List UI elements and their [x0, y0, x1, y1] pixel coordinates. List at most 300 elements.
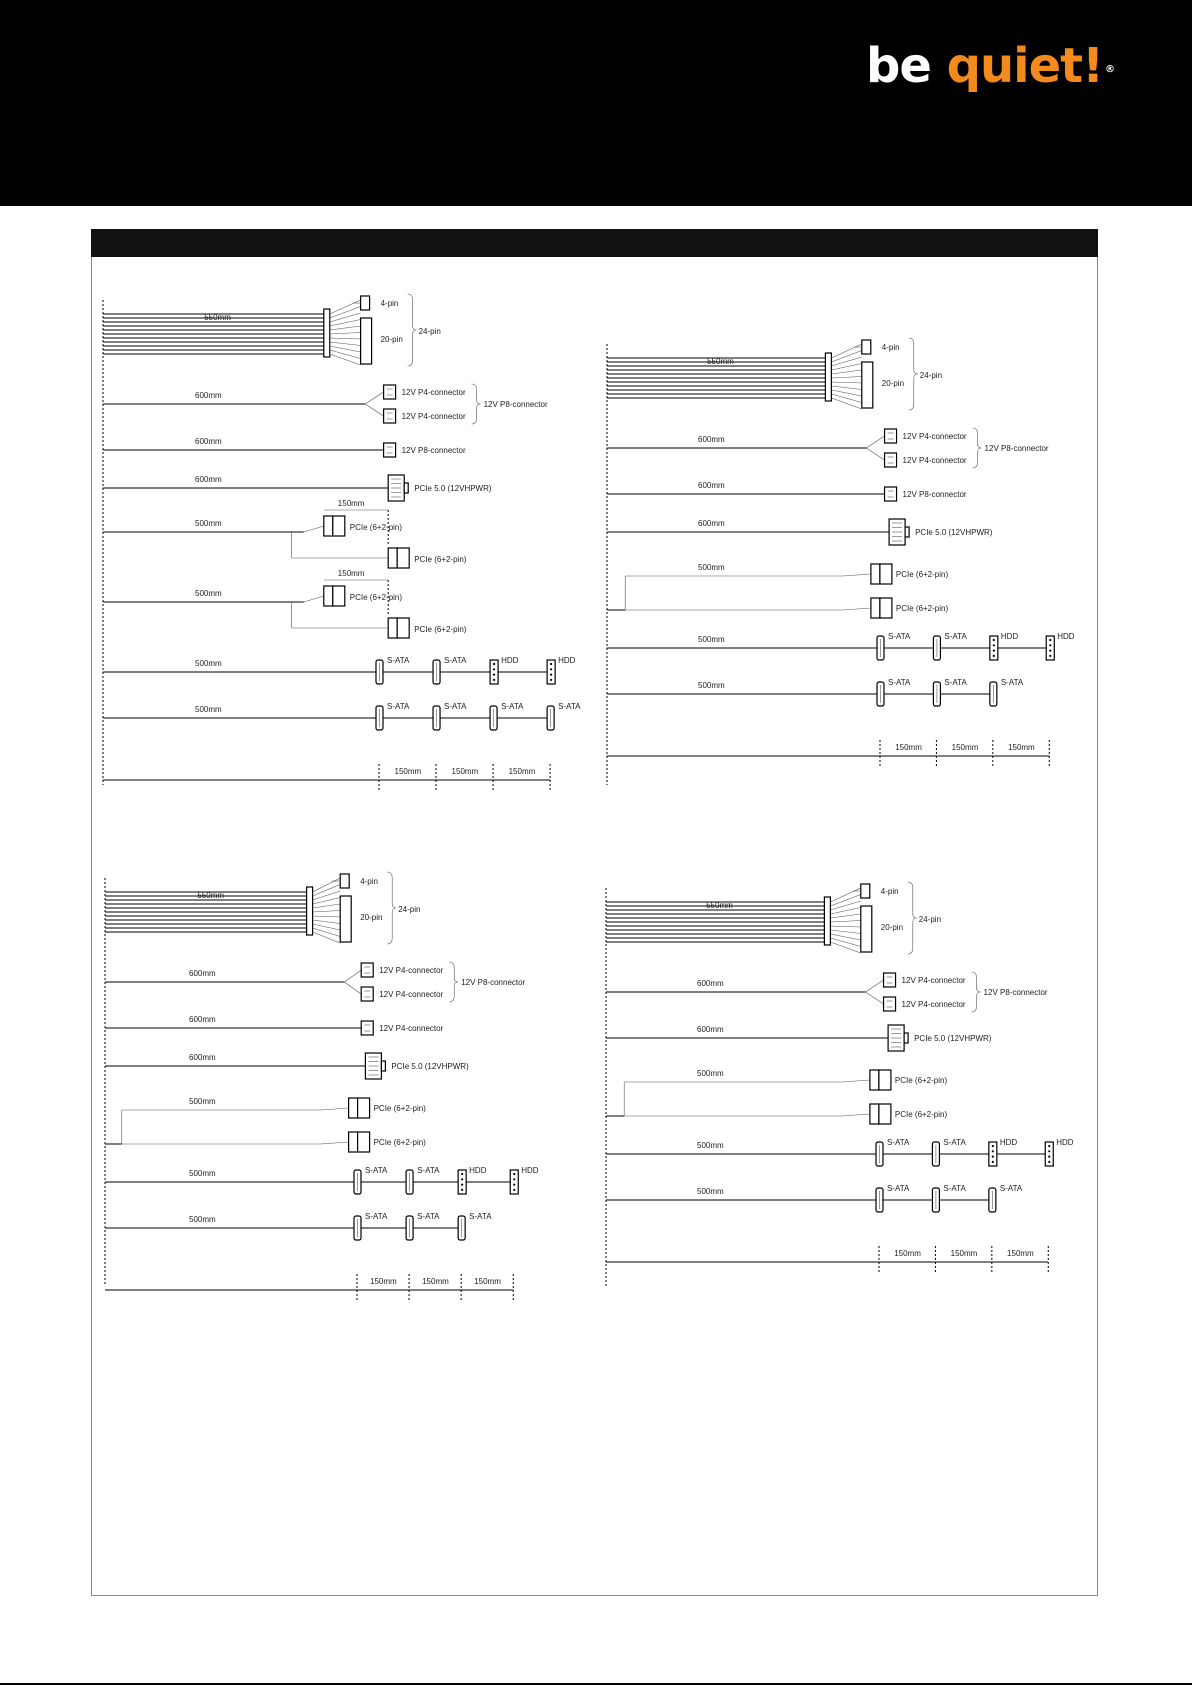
sata-label: S-ATA — [999, 1184, 1023, 1193]
p4-plug-a-body — [384, 385, 396, 399]
length-scale — [606, 1246, 1048, 1274]
hpwr-label: PCIe 5.0 (12VHPWR) — [414, 484, 492, 493]
atx-fan-wire — [330, 342, 361, 346]
pcie-plug-a-body2 — [333, 586, 345, 606]
cable-eps-split — [607, 428, 1049, 468]
cable-length-label: 600mm — [189, 1053, 216, 1062]
pcie-label-a: PCIe (6+2-pin) — [894, 1076, 948, 1085]
cable-wire — [321, 1108, 349, 1110]
hdd-plug-pin — [993, 650, 995, 652]
hdd-plug — [989, 1142, 997, 1166]
atx-4pin-plug — [862, 340, 871, 354]
hdd-plug-pin — [513, 1189, 515, 1191]
gap-label: 150mm — [337, 569, 365, 578]
sata-label: S-ATA — [943, 1138, 966, 1147]
hdd-label: HDD — [1057, 632, 1075, 641]
cable-pcie5 — [606, 1025, 992, 1051]
hpwr-plug-latch — [381, 1061, 385, 1071]
sata-plug — [490, 706, 497, 730]
p4-plug-b-body — [884, 997, 896, 1011]
atx-fan-wire — [330, 326, 361, 330]
atx-length-label: 550mm — [204, 313, 231, 322]
atx-fan-wire — [831, 377, 861, 379]
p8-label: 12V P8-connector — [401, 446, 466, 455]
cable-eps-split — [103, 384, 548, 424]
atx-fan-wire — [830, 930, 860, 934]
pcie-plug-b — [388, 618, 409, 638]
atx-4pin-label: 4-pin — [360, 877, 378, 886]
scale-label: 150mm — [451, 767, 479, 776]
cable-eps — [607, 481, 967, 501]
sata-label: S-ATA — [444, 702, 467, 711]
hdd-label: HDD — [558, 656, 576, 665]
cable-length-label: 500mm — [189, 1215, 216, 1224]
cable-length-label: 500mm — [189, 1097, 216, 1106]
hdd-plug-pin — [1048, 1145, 1050, 1147]
cable-length-label: 500mm — [698, 681, 725, 690]
cable-length-label: 500mm — [698, 563, 725, 572]
p4-plug-b — [384, 409, 396, 423]
p4-plug-b-body — [384, 409, 396, 423]
sata-plug — [876, 1188, 883, 1212]
cable-wire — [843, 574, 871, 576]
pcie-plug-b-body — [871, 598, 880, 618]
p4-plug-a — [884, 973, 896, 987]
sata-label: S-ATA — [943, 1184, 966, 1193]
pcie-plug-b — [870, 1104, 891, 1124]
atx-20pin-label: 20-pin — [380, 335, 403, 344]
cable-pcie5 — [105, 1053, 469, 1079]
hdd-plug-pin — [993, 655, 995, 657]
hdd-plug-pin — [493, 668, 495, 670]
atx-fan-wire — [330, 307, 361, 319]
cable-wire — [842, 1080, 870, 1082]
hdd-label: HDD — [469, 1166, 487, 1175]
panel-top-left — [103, 294, 581, 792]
sata-plug — [933, 636, 940, 660]
cable-peripheral — [607, 678, 1024, 706]
scale-label: 150mm — [474, 1277, 501, 1286]
pcie-plug-b-body — [870, 1104, 879, 1124]
hdd-plug-pin — [550, 668, 552, 670]
hdd-plug-pin — [992, 1145, 994, 1147]
p8-group-label: 12V P8-connector — [983, 988, 1048, 997]
cable-wire — [304, 526, 324, 532]
hdd-plug — [990, 636, 998, 660]
p8-plug — [384, 443, 396, 457]
atx-fan-wire — [330, 338, 361, 339]
sata-plug — [877, 682, 884, 706]
cable-pcie5 — [607, 519, 993, 545]
sata-plug — [989, 1188, 996, 1212]
hdd-plug — [1045, 1142, 1053, 1166]
atx-fan-wire — [830, 921, 860, 923]
hdd-plug-pin — [1049, 655, 1051, 657]
hdd-plug-pin — [493, 674, 495, 676]
cable-peripheral — [105, 1166, 539, 1194]
hpwr-plug — [365, 1053, 385, 1079]
sata-label: S-ATA — [365, 1166, 388, 1175]
sata-label: S-ATA — [444, 656, 467, 665]
pcie-plug-a — [324, 516, 345, 536]
pcie-plug-a-body — [324, 516, 333, 536]
pcie-plug-a-body2 — [358, 1098, 370, 1118]
atx-4pin-plug — [361, 296, 370, 310]
sata-plug — [406, 1170, 413, 1194]
atx-length-label: 550mm — [707, 357, 734, 366]
atx-4pin-label: 4-pin — [881, 343, 900, 352]
panel-top-right — [607, 338, 1075, 785]
atx-20pin-label: 20-pin — [880, 923, 904, 932]
sata-label: S-ATA — [387, 702, 410, 711]
sata-label: S-ATA — [417, 1166, 440, 1175]
cable-split — [866, 436, 884, 448]
atx-sleeve — [825, 353, 831, 401]
atx-fan-wire — [313, 920, 341, 924]
pcie-plug-b-body — [349, 1132, 358, 1152]
cable-length-label: 500mm — [195, 589, 222, 598]
cable-length-label: 600mm — [698, 519, 725, 528]
atx-brace — [908, 882, 917, 954]
hpwr-plug-latch — [904, 1033, 908, 1043]
sata-label: S-ATA — [887, 1138, 910, 1147]
length-scale — [607, 740, 1049, 768]
cable-pcie-pair — [606, 1069, 947, 1124]
atx-fan-wire — [330, 300, 361, 314]
hdd-plug — [490, 660, 498, 684]
cable-length-label: 600mm — [697, 1025, 724, 1034]
pcie-label-a: PCIe (6+2-pin) — [349, 593, 403, 602]
hdd-plug-pin — [992, 1161, 994, 1163]
atx-brace — [387, 872, 396, 944]
atx-brace — [909, 338, 918, 410]
atx-brace — [408, 294, 417, 366]
sata-plug — [406, 1216, 413, 1240]
atx-24pin-label: 24-pin — [398, 905, 421, 914]
atx-4pin-plug — [861, 884, 870, 898]
gap-label: 150mm — [337, 499, 365, 508]
hdd-plug-pin — [550, 663, 552, 665]
p8-brace — [972, 972, 981, 1012]
p8-plug — [361, 1021, 373, 1035]
p8-brace — [973, 428, 982, 468]
atx-4pin-label: 4-pin — [880, 887, 899, 896]
hdd-plug-pin — [550, 679, 552, 681]
p8-plug-body — [384, 443, 396, 457]
atx-sleeve — [324, 309, 330, 357]
hdd-plug-pin — [1049, 639, 1051, 641]
cable-peripheral — [103, 702, 581, 730]
scale-label: 150mm — [1008, 743, 1035, 752]
atx-20pin-plug — [361, 318, 372, 364]
p4-label-a: 12V P4-connector — [379, 966, 444, 975]
cable-split — [865, 992, 883, 1004]
scale-label: 150mm — [422, 1277, 449, 1286]
cable-length-label: 600mm — [698, 481, 725, 490]
sata-label: S-ATA — [387, 656, 410, 665]
atx-fan-wire — [830, 895, 860, 907]
p4-label-b: 12V P4-connector — [379, 990, 444, 999]
scale-label: 150mm — [950, 1249, 978, 1258]
atx-20pin-label: 20-pin — [360, 913, 383, 922]
hdd-label: HDD — [501, 656, 519, 665]
hdd-plug-pin — [993, 644, 995, 646]
p4-label-b: 12V P4-connector — [902, 456, 967, 465]
pcie-plug-a — [870, 1070, 891, 1090]
pcie-plug-b-body2 — [880, 598, 892, 618]
p4-plug-a-body — [884, 973, 896, 987]
atx-fan-wire — [831, 344, 861, 358]
cable-peripheral — [103, 656, 576, 684]
sata-plug — [433, 706, 440, 730]
atx-length-label: 550mm — [197, 891, 225, 900]
atx-20pin-label: 20-pin — [881, 379, 905, 388]
hpwr-label: PCIe 5.0 (12VHPWR) — [915, 528, 993, 537]
scale-label: 150mm — [370, 1277, 397, 1286]
atx-fan-wire — [831, 351, 861, 363]
hpwr-label: PCIe 5.0 (12VHPWR) — [914, 1034, 992, 1043]
hdd-plug-pin — [513, 1184, 515, 1186]
hdd-plug — [547, 660, 555, 684]
cable-pcie-pair — [105, 1097, 426, 1152]
cable-split — [865, 980, 883, 992]
atx-24pin-label: 24-pin — [919, 371, 943, 380]
pcie-plug-a-body — [349, 1098, 358, 1118]
hdd-plug-pin — [493, 679, 495, 681]
cable-length-label: 500mm — [195, 705, 222, 714]
p4-plug-a — [384, 385, 396, 399]
cable-pcie-daisy — [103, 569, 467, 638]
sata-plug — [354, 1170, 361, 1194]
p4-plug-b — [885, 453, 897, 467]
cable-eps — [103, 437, 466, 457]
length-scale — [105, 1274, 513, 1302]
pcie-plug-b-body — [388, 618, 397, 638]
pcie-plug-b-body2 — [879, 1104, 891, 1124]
cable-split — [344, 970, 361, 982]
sata-label: S-ATA — [888, 632, 911, 641]
hdd-plug-pin — [1048, 1156, 1050, 1158]
panel-bottom-right — [606, 882, 1074, 1286]
atx-fan-wire — [313, 932, 341, 943]
hdd-plug — [510, 1170, 518, 1194]
atx-fan-wire — [313, 885, 341, 897]
hpwr-plug — [388, 475, 408, 501]
pcie-label-b: PCIe (6+2-pin) — [373, 1138, 426, 1147]
cable-length-label: 500mm — [195, 659, 222, 668]
cable-eps-split — [105, 962, 526, 1002]
p4-plug-b — [361, 987, 373, 1001]
p4-plug-b — [884, 997, 896, 1011]
pcie-plug-a-body2 — [880, 564, 892, 584]
p8-brace — [472, 384, 481, 424]
sata-label: S-ATA — [887, 1184, 910, 1193]
pcie-plug-a — [324, 586, 345, 606]
atx-20pin-plug — [340, 896, 351, 942]
scale-label: 150mm — [1007, 1249, 1034, 1258]
p8-plug-body — [361, 1021, 373, 1035]
sata-label: S-ATA — [469, 1212, 492, 1221]
cable-pcie-daisy — [103, 499, 467, 568]
cable-split — [365, 392, 383, 404]
pcie-plug-b-body2 — [397, 618, 409, 638]
hdd-label: HDD — [521, 1166, 539, 1175]
cable-length-label: 600mm — [195, 437, 222, 446]
atx-24pin-label: 24-pin — [918, 915, 942, 924]
cable-length-label: 500mm — [195, 519, 222, 528]
cable-peripheral — [606, 1138, 1074, 1166]
pcie-plug-a-body — [871, 564, 880, 584]
cable-length-label: 500mm — [697, 1069, 724, 1078]
sata-label: S-ATA — [888, 678, 911, 687]
cable-wire — [843, 608, 871, 610]
hdd-plug-pin — [461, 1184, 463, 1186]
sata-plug — [433, 660, 440, 684]
pcie-label-b: PCIe (6+2-pin) — [895, 604, 949, 613]
atx-20pin-plug — [861, 906, 872, 952]
hdd-plug-pin — [1049, 644, 1051, 646]
sata-plug — [354, 1216, 361, 1240]
p4-plug-a — [885, 429, 897, 443]
hdd-plug-pin — [992, 1156, 994, 1158]
hdd-plug — [1046, 636, 1054, 660]
logo-be: be — [865, 38, 931, 94]
cable-length-label: 600mm — [195, 475, 222, 484]
p8-group-label: 12V P8-connector — [483, 400, 548, 409]
hdd-label: HDD — [999, 1138, 1018, 1147]
pcie-plug-b-body — [388, 548, 397, 568]
pcie-plug-b-body2 — [358, 1132, 370, 1152]
atx-fan-wire — [831, 382, 861, 383]
hdd-plug-pin — [1048, 1161, 1050, 1163]
p4-label-a: 12V P4-connector — [901, 976, 966, 985]
p4-plug-a-body — [361, 963, 373, 977]
hdd-plug-pin — [461, 1178, 463, 1180]
scale-label: 150mm — [508, 767, 536, 776]
atx-sleeve — [307, 887, 313, 935]
pcie-plug-a — [349, 1098, 370, 1118]
cable-wire — [842, 1114, 870, 1116]
scale-label: 150mm — [394, 767, 422, 776]
hdd-plug-pin — [493, 663, 495, 665]
hpwr-plug-latch — [905, 527, 909, 537]
hdd-plug-pin — [993, 639, 995, 641]
hdd-label: HDD — [1056, 1138, 1074, 1147]
pcie-plug-b-body2 — [397, 548, 409, 568]
atx-fan-wire — [330, 354, 361, 365]
cable-peripheral — [606, 1184, 1023, 1212]
cable-length-label: 500mm — [189, 1169, 216, 1178]
p4-plug-b-body — [885, 453, 897, 467]
p8-brace — [449, 962, 458, 1002]
sata-plug — [376, 660, 383, 684]
scale-label: 150mm — [951, 743, 979, 752]
atx-fan-wire — [831, 370, 861, 374]
sata-plug — [877, 636, 884, 660]
cable-wire — [321, 1142, 349, 1144]
p4-plug-a — [361, 963, 373, 977]
registered-mark: ® — [1105, 64, 1114, 75]
atx-fan-wire — [831, 398, 861, 409]
cable-length-label: 600mm — [189, 1015, 216, 1024]
pcie-plug-b — [349, 1132, 370, 1152]
atx-fan-wire — [831, 386, 861, 390]
sata-label: S-ATA — [558, 702, 581, 711]
p8-label: 12V P4-connector — [379, 1024, 444, 1033]
cable-pcie5 — [103, 475, 492, 501]
pcie-plug-a-body2 — [879, 1070, 891, 1090]
p8-plug — [885, 487, 897, 501]
hpwr-plug — [888, 1025, 908, 1051]
hdd-plug-pin — [461, 1173, 463, 1175]
atx-fan-wire — [830, 926, 860, 927]
hdd-plug-pin — [513, 1178, 515, 1180]
cable-pcie-pair — [607, 563, 948, 618]
hdd-plug-pin — [513, 1173, 515, 1175]
p4-label-b: 12V P4-connector — [401, 412, 466, 421]
cable-length-label: 600mm — [698, 435, 725, 444]
p4-label-a: 12V P4-connector — [902, 432, 967, 441]
atx-fan-wire — [313, 911, 341, 913]
sata-plug — [458, 1216, 465, 1240]
cable-split — [365, 404, 383, 416]
pcie-label-a: PCIe (6+2-pin) — [373, 1104, 426, 1113]
sata-plug — [876, 1142, 883, 1166]
hdd-plug-pin — [1049, 650, 1051, 652]
sata-label: S-ATA — [944, 678, 967, 687]
length-scale — [103, 764, 550, 792]
hpwr-plug — [889, 519, 909, 545]
pcie-label-b: PCIe (6+2-pin) — [894, 1110, 948, 1119]
pcie-label-b: PCIe (6+2-pin) — [414, 625, 467, 634]
cable-eps-split — [606, 972, 1048, 1012]
logo-quiet: quiet! — [946, 38, 1103, 94]
cable-length-label: 600mm — [697, 979, 724, 988]
hpwr-label: PCIe 5.0 (12VHPWR) — [391, 1062, 469, 1071]
pcie-label-a: PCIe (6+2-pin) — [349, 523, 403, 532]
atx-4pin-plug — [340, 874, 349, 888]
p8-group-label: 12V P8-connector — [461, 978, 526, 987]
hdd-plug-pin — [461, 1189, 463, 1191]
sata-label: S-ATA — [501, 702, 524, 711]
atx-fan-wire — [313, 904, 341, 908]
cable-split — [866, 448, 884, 460]
scale-label: 150mm — [895, 743, 922, 752]
atx-20pin-plug — [862, 362, 873, 408]
sata-label: S-ATA — [1000, 678, 1024, 687]
sata-label: S-ATA — [365, 1212, 388, 1221]
atx-fan-wire — [830, 942, 860, 953]
atx-fan-wire — [330, 333, 361, 335]
sata-plug — [376, 706, 383, 730]
hdd-plug-pin — [550, 674, 552, 676]
hdd-plug-pin — [992, 1150, 994, 1152]
atx-fan-wire — [313, 916, 341, 917]
hpwr-plug-latch — [404, 483, 408, 493]
atx-length-label: 550mm — [706, 901, 733, 910]
p4-plug-b-body — [361, 987, 373, 1001]
sata-label: S-ATA — [944, 632, 967, 641]
atx-sleeve — [824, 897, 830, 945]
atx-4pin-label: 4-pin — [380, 299, 399, 308]
pcie-label-a: PCIe (6+2-pin) — [895, 570, 949, 579]
cable-eps — [105, 1015, 444, 1035]
atx-fan-wire — [830, 888, 860, 902]
cable-length-label: 500mm — [697, 1187, 724, 1196]
pcie-plug-b — [871, 598, 892, 618]
cable-length-label: 600mm — [189, 969, 216, 978]
p8-plug-body — [885, 487, 897, 501]
